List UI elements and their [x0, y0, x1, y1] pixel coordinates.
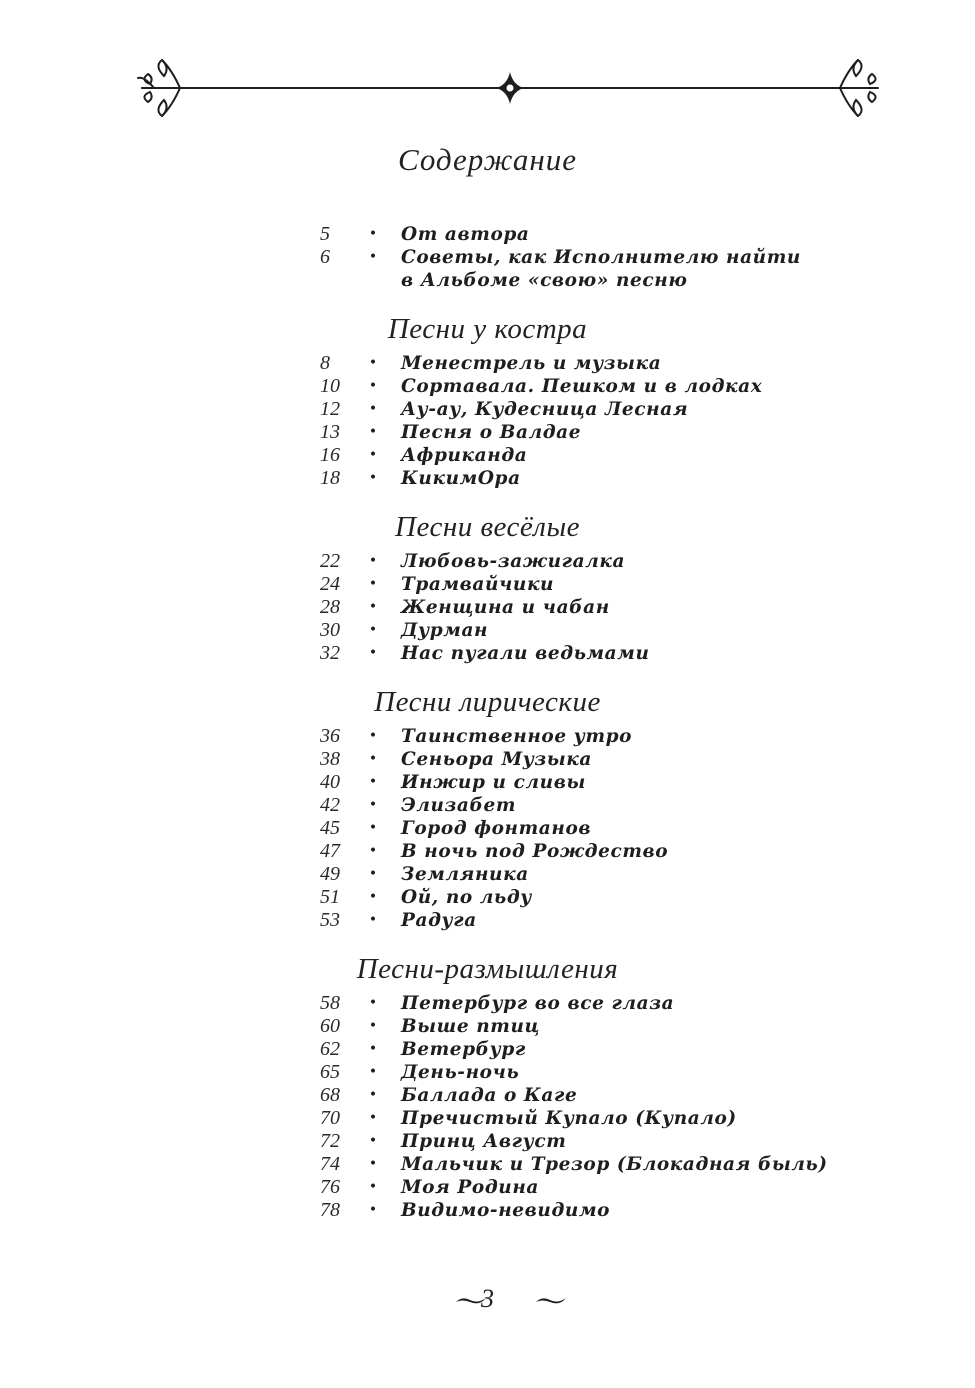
page-number: 10 [320, 375, 340, 397]
entry-title: Выше птиц [401, 1016, 540, 1037]
table-of-contents [0, 223, 975, 1222]
section-items [0, 352, 975, 490]
toc-entry[interactable] [0, 863, 975, 886]
toc-entry[interactable] [0, 992, 975, 1015]
toc-entry[interactable] [0, 1130, 975, 1153]
bullet: • [368, 774, 378, 790]
page-number: 6 [320, 246, 330, 268]
entry-title: Менестрель и музыка [401, 353, 662, 374]
toc-entry[interactable] [0, 352, 975, 375]
entry-title: День-ночь [401, 1062, 520, 1083]
entry-title: Женщина и чабан [401, 597, 610, 618]
page-number: 76 [320, 1176, 340, 1198]
toc-entry[interactable] [0, 550, 975, 573]
bullet: • [368, 1087, 378, 1103]
bullet: • [368, 1064, 378, 1080]
toc-entry[interactable] [0, 596, 975, 619]
page-number: 53 [320, 909, 340, 931]
entry-title: Моя Родина [401, 1177, 540, 1198]
entry-title: Дурман [401, 620, 489, 641]
entry-title: Ау-ау, Кудесница Лесная [401, 399, 689, 420]
bullet: • [368, 553, 378, 569]
toc-entry[interactable] [0, 1199, 975, 1222]
toc-entry[interactable] [0, 794, 975, 817]
section-heading: Песни лирические [374, 686, 601, 718]
page-number: 32 [320, 642, 340, 664]
page-number: 78 [320, 1199, 340, 1221]
toc-entry[interactable] [0, 642, 975, 665]
page-number: 18 [320, 467, 340, 489]
entry-title: Песня о Валдае [401, 422, 582, 443]
entry-title: Сортавала. Пешком и в лодках [401, 376, 763, 397]
bullet: • [368, 1041, 378, 1057]
page-number: 45 [320, 817, 340, 839]
section-heading: Песни у костра [387, 313, 588, 345]
bullet: • [368, 226, 378, 242]
bullet: • [368, 1018, 378, 1034]
entry-title: Пречистый Купало (Купало) [401, 1108, 737, 1129]
entry-title-continued: в Альбоме «свою» песню [401, 270, 688, 291]
entry-title: КикимОра [401, 468, 521, 489]
bullet: • [368, 995, 378, 1011]
section-heading: Песни весёлые [395, 511, 580, 543]
right-swash-ornament [534, 1294, 568, 1308]
page-number: 16 [320, 444, 340, 466]
toc-entry[interactable] [0, 619, 975, 642]
toc-entry[interactable] [0, 421, 975, 444]
page-number: 12 [320, 398, 340, 420]
bullet: • [368, 1133, 378, 1149]
page-number: 58 [320, 992, 340, 1014]
entry-title: Любовь-зажигалка [401, 551, 626, 572]
page-number: 38 [320, 748, 340, 770]
bullet: • [368, 622, 378, 638]
toc-entry[interactable] [0, 573, 975, 596]
bullet: • [368, 1110, 378, 1126]
page-number: 68 [320, 1084, 340, 1106]
bullet: • [368, 576, 378, 592]
entry-title: Баллада о Каге [401, 1085, 578, 1106]
toc-entry[interactable] [0, 467, 975, 490]
page-number: 42 [320, 794, 340, 816]
bullet: • [368, 866, 378, 882]
toc-entry[interactable] [0, 771, 975, 794]
toc-entry[interactable] [0, 748, 975, 771]
bullet: • [368, 889, 378, 905]
bullet: • [368, 355, 378, 371]
page-number: 28 [320, 596, 340, 618]
bullet: • [368, 378, 378, 394]
entry-title: Видимо-невидимо [401, 1200, 611, 1221]
bullet: • [368, 249, 378, 265]
toc-entry[interactable] [0, 223, 975, 246]
entry-title: В ночь под Рождество [401, 841, 669, 862]
toc-entry[interactable] [0, 444, 975, 467]
toc-entry[interactable] [0, 398, 975, 421]
page-number: 70 [320, 1107, 340, 1129]
entry-title: Советы, как Исполнителю найти [401, 247, 801, 268]
bullet: • [368, 751, 378, 767]
page-number: 51 [320, 886, 340, 908]
page-number: 13 [320, 421, 340, 443]
page-number: 5 [320, 223, 330, 245]
entry-title: Мальчик и Трезор (Блокадная быль) [401, 1154, 828, 1175]
entry-title: Таинственное утро [401, 726, 633, 747]
page-number-footer: 3 [481, 1284, 494, 1313]
toc-entry[interactable] [0, 725, 975, 748]
entry-title: Инжир и сливы [401, 772, 586, 793]
bullet: • [368, 424, 378, 440]
page-number: 40 [320, 771, 340, 793]
section-items [0, 550, 975, 665]
bullet: • [368, 401, 378, 417]
toc-entry[interactable] [0, 375, 975, 398]
bullet: • [368, 447, 378, 463]
page-number: 65 [320, 1061, 340, 1083]
bullet: • [368, 728, 378, 744]
toc-entry[interactable] [0, 1015, 975, 1038]
entry-title: Ветербург [401, 1039, 526, 1060]
entry-title: Петербург во все глаза [401, 993, 675, 1014]
entry-title: Город фонтанов [401, 818, 592, 839]
entry-title: Радуга [401, 910, 477, 931]
top-ornament-divider [132, 56, 888, 126]
entry-title: Элизабет [401, 795, 517, 816]
page-number: 22 [320, 550, 340, 572]
toc-entry[interactable] [0, 1153, 975, 1176]
page-number: 24 [320, 573, 340, 595]
page-number: 30 [320, 619, 340, 641]
bullet: • [368, 599, 378, 615]
toc-entry[interactable] [0, 246, 975, 269]
toc-entry[interactable] [0, 1061, 975, 1084]
bullet: • [368, 843, 378, 859]
entry-title: Нас пугали ведьмами [401, 643, 650, 664]
toc-entry-continuation [0, 269, 975, 292]
bullet: • [368, 1156, 378, 1172]
page-number: 8 [320, 352, 330, 374]
toc-entry[interactable] [0, 909, 975, 932]
entry-title: Африканда [401, 445, 528, 466]
toc-entry[interactable] [0, 1038, 975, 1061]
toc-entry[interactable] [0, 886, 975, 909]
bullet: • [368, 1179, 378, 1195]
entry-title: От автора [401, 224, 530, 245]
page-number: 36 [320, 725, 340, 747]
page-number: 72 [320, 1130, 340, 1152]
bullet: • [368, 820, 378, 836]
bullet: • [368, 797, 378, 813]
entry-title: Ой, по льду [401, 887, 532, 908]
page-number: 49 [320, 863, 340, 885]
section-items [0, 992, 975, 1222]
page-number: 60 [320, 1015, 340, 1037]
entry-title: Трамвайчики [401, 574, 555, 595]
bullet: • [368, 470, 378, 486]
page-number: 74 [320, 1153, 340, 1175]
toc-entry[interactable] [0, 840, 975, 863]
bullet: • [368, 912, 378, 928]
toc-entry[interactable] [0, 1107, 975, 1130]
page-title: Содержание [397, 142, 578, 177]
section-items [0, 725, 975, 932]
toc-entry[interactable] [0, 1176, 975, 1199]
bullet: • [368, 1202, 378, 1218]
page-footer [0, 1284, 975, 1320]
entry-title: Сеньора Музыка [401, 749, 592, 770]
bullet: • [368, 645, 378, 661]
entry-title: Принц Август [401, 1131, 567, 1152]
page-number: 62 [320, 1038, 340, 1060]
entry-title: Земляника [401, 864, 529, 885]
section-heading: Песни-размышления [356, 953, 619, 985]
page-number: 47 [320, 840, 340, 862]
toc-entry[interactable] [0, 1084, 975, 1107]
toc-entry[interactable] [0, 817, 975, 840]
